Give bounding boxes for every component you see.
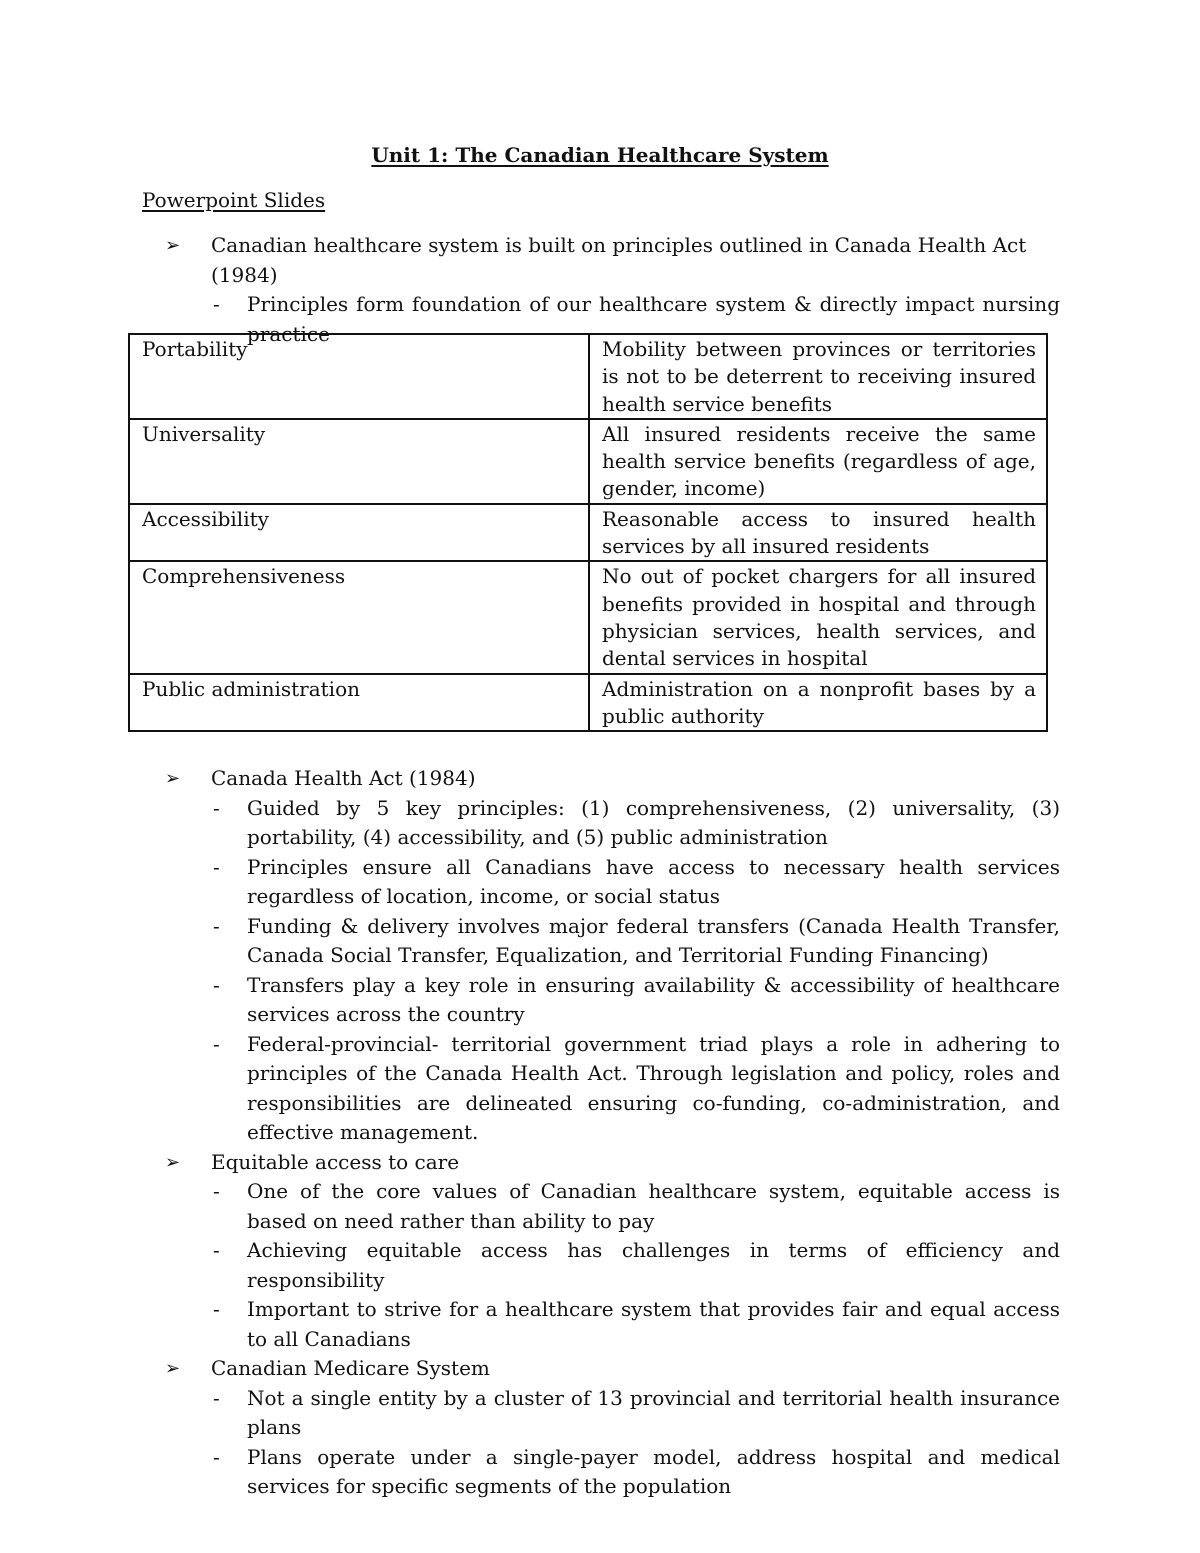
document-title: Unit 1: The Canadian Healthcare System [371, 143, 829, 167]
dash-marker: - [213, 1179, 220, 1203]
dash-marker: - [213, 1031, 220, 1056]
dash-item [165, 853, 1060, 912]
dash-marker: - [213, 854, 220, 879]
dash-item [165, 1384, 1060, 1443]
dash-text: Important to strive for a healthcare system that provides fair and equal access to all Canadians [247, 1297, 1060, 1351]
bullet-text: Canada Health Act (1984) [211, 766, 476, 790]
dash-marker: - [213, 795, 220, 820]
arrow-bullet-icon: ➢ [165, 1358, 181, 1379]
bullet-item [165, 1354, 1060, 1384]
dash-item [165, 1030, 1060, 1148]
table-cell-term: Public administration [129, 674, 589, 732]
section-label: Powerpoint Slides [142, 188, 326, 212]
dash-marker: - [213, 972, 220, 997]
dash-item [165, 794, 1060, 853]
bullet-text: Canadian Medicare System [211, 1356, 490, 1380]
table-row [129, 504, 1047, 562]
table-row [129, 561, 1047, 673]
dash-text: Principles ensure all Canadians have access to necessary health services regardless of location, income, or social status [247, 854, 1060, 908]
dash-marker: - [213, 1444, 220, 1469]
dash-text: Transfers play a key role in ensuring availability & accessibility of healthcare services across the country [247, 972, 1060, 1026]
dash-text: Not a single entity by a cluster of 13 provincial and territorial health insurance plans [247, 1385, 1060, 1439]
table-cell-term: Accessibility [129, 504, 589, 562]
table-cell-desc: All insured residents receive the same health service benefits (regardless of age, gender, income) [589, 419, 1047, 504]
arrow-bullet-icon: ➢ [165, 768, 181, 789]
dash-marker: - [213, 913, 220, 938]
dash-marker: - [213, 1385, 220, 1410]
dash-text: Federal-provincial- territorial government triad plays a role in adhering to principles of the Canada Health Act. Through legislation and policy, roles and responsibilities are delineated ensuring co-funding, co-administration, and effective management. [247, 1031, 1060, 1144]
dash-item [165, 1236, 1060, 1295]
table-cell-term: Universality [129, 419, 589, 504]
bullet-text: Equitable access to care [211, 1149, 460, 1174]
table-cell-term: Portability [129, 334, 589, 419]
table-row [129, 419, 1047, 504]
dash-text: Achieving equitable access has challenges in terms of efficiency and responsibility [247, 1238, 1060, 1292]
dash-item [165, 971, 1060, 1030]
arrow-bullet-icon: ➢ [165, 235, 181, 256]
dash-marker: - [213, 1297, 220, 1321]
dash-item [165, 1443, 1060, 1502]
bullet-text: Canadian healthcare system is built on principles outlined in Canada Health Act (1984) [211, 233, 1027, 287]
table-cell-desc: Administration on a nonprofit bases by a public authority [589, 674, 1047, 732]
table-cell-term: Comprehensiveness [129, 561, 589, 673]
dash-text: Funding & delivery involves major federal transfers (Canada Health Transfer, Canada Social Transfer, Equalization, and Territorial Funding Financing) [247, 913, 1060, 967]
dash-item [165, 1177, 1060, 1236]
intro-block [165, 231, 1060, 349]
dash-text: One of the core values of Canadian healthcare system, equitable access is based on need rather than ability to pay [247, 1179, 1060, 1233]
dash-text: Principles form foundation of our healthcare system & directly impact nursing practice [247, 292, 1060, 346]
arrow-bullet-icon: ➢ [165, 1151, 181, 1173]
table-cell-desc: Reasonable access to insured health services by all insured residents [589, 504, 1047, 562]
dash-item [165, 1295, 1060, 1354]
dash-text: Plans operate under a single-payer model, address hospital and medical services for specific segments of the population [247, 1444, 1060, 1498]
principles-table [128, 333, 1048, 732]
sections-block [165, 764, 1060, 1502]
table-cell-desc: Mobility between provinces or territories is not to be deterrent to receiving insured health service benefits [589, 334, 1047, 419]
dash-marker: - [213, 292, 220, 316]
bullet-item [165, 764, 1060, 794]
dash-item [165, 912, 1060, 971]
bullet-item [165, 231, 1060, 290]
table-row [129, 674, 1047, 732]
bullet-item [165, 1148, 1060, 1178]
dash-marker: - [213, 1238, 220, 1262]
dash-text: Guided by 5 key principles: (1) comprehensiveness, (2) universality, (3) portability, (4) accessibility, and (5) public administration [247, 795, 1060, 849]
table-row [129, 334, 1047, 419]
table-cell-desc: No out of pocket chargers for all insured benefits provided in hospital and through physician services, health services, and dental services in hospital [589, 561, 1047, 673]
